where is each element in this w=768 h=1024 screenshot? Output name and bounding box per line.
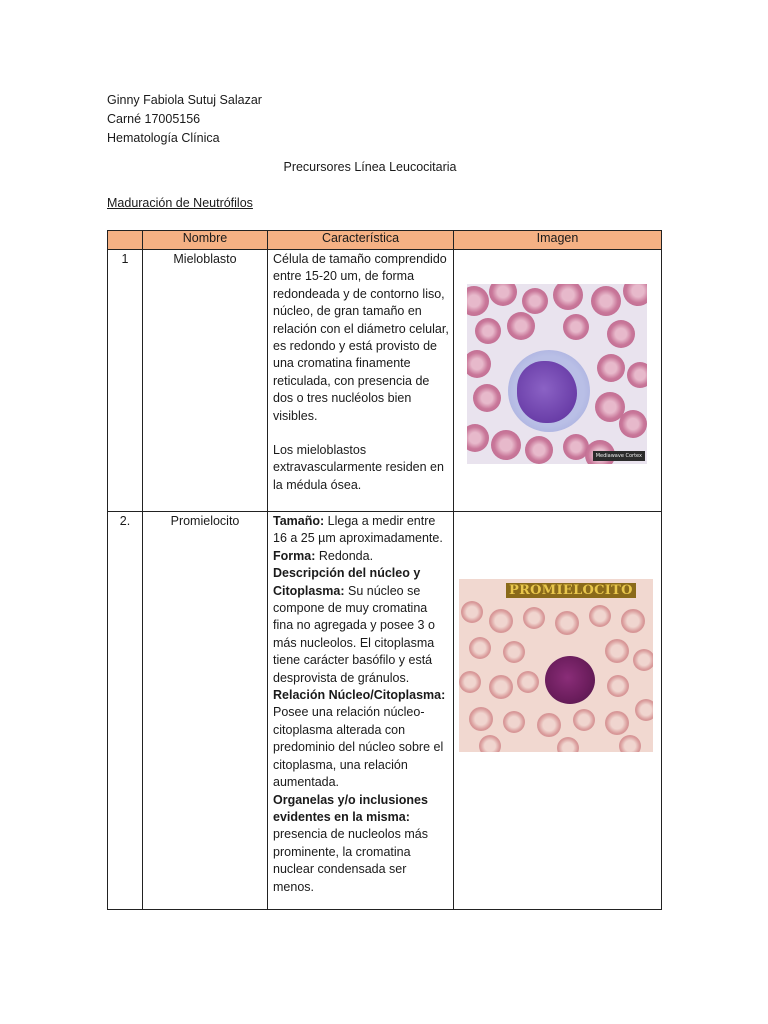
- table-header-row: [108, 231, 662, 250]
- header-nombre: Nombre: [143, 231, 268, 250]
- image-label: PROMIELOCITO: [506, 583, 636, 598]
- header-imagen: Imagen: [454, 231, 662, 250]
- header-caracteristica: Característica: [268, 231, 454, 250]
- row-number: 1: [108, 250, 143, 512]
- field-size: Tamaño: Llega a medir entre 16 a 25 µm aproximadamente.: [273, 514, 443, 546]
- description-paragraph: Célula de tamaño comprendido entre 15-20 um, de forma redondeada y de contorno liso, núcleo, de gran tamaño en relación con el diámetro celular, es redondo y está provisto de una cromatina finamente reticulada, con presencia de dos o tres nucléolos bien visibles.: [273, 252, 449, 423]
- field-shape: Forma: Redonda.: [273, 548, 374, 563]
- promyelocyte-cell: [545, 656, 595, 704]
- promyelocyte-micrograph: [459, 579, 653, 752]
- myeloblast-nucleus: [517, 361, 577, 423]
- field-nc-ratio: Relación Núcleo/Citoplasma: Posee una relación núcleo-citoplasma alterada con predominio del núcleo sobre el citoplasma, una relación aumentada.: [273, 688, 446, 790]
- table-row: [108, 512, 662, 910]
- maturation-table: [107, 230, 662, 910]
- cell-image: [454, 250, 662, 512]
- field-nucleus-cytoplasm: Descripción del núcleo y Citoplasma: Su núcleo se compone de muy cromatina fina no agregada y posee 3 o más nucleolos. El citoplasma tiene carácter basófilo y está desprovista de gránulos.: [273, 566, 435, 685]
- author-name: Ginny Fabiola Sutuj Salazar: [107, 93, 262, 107]
- header-num: [108, 231, 143, 250]
- cell-characteristic: [268, 512, 454, 910]
- description-paragraph: Los mieloblastos extravascularmente residen en la médula ósea.: [273, 443, 444, 492]
- course-name: Hematología Clínica: [107, 131, 220, 145]
- cell-characteristic: [268, 250, 454, 512]
- image-watermark: Mediawave Cortex: [593, 451, 645, 461]
- field-organelles: Organelas y/o inclusiones evidentes en la misma: presencia de nucleolos más prominente, la cromatina nuclear condensada ser menos.: [273, 792, 428, 894]
- section-title: Maduración de Neutrófilos: [107, 196, 253, 210]
- row-number: 2.: [108, 512, 143, 910]
- document-title: Precursores Línea Leucocitaria: [283, 160, 457, 174]
- myeloblast-micrograph: [467, 284, 647, 464]
- table-row: [108, 250, 662, 512]
- cell-name: Promielocito: [143, 512, 268, 910]
- cell-name: Mieloblasto: [143, 250, 268, 512]
- author-header: [107, 91, 262, 148]
- carne-number: Carné 17005156: [107, 112, 201, 126]
- cell-image: [454, 512, 662, 910]
